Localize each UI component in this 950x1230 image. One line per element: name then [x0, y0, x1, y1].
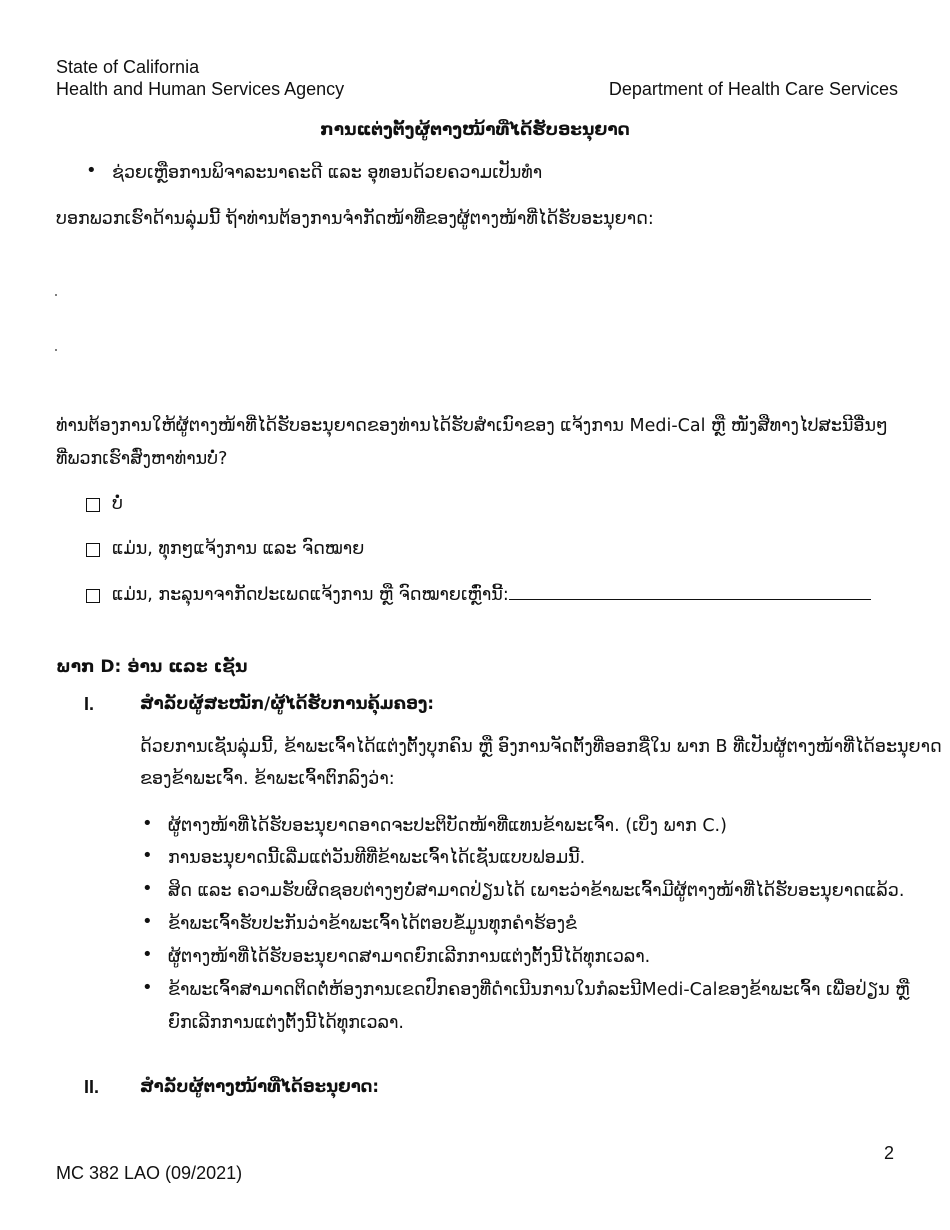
option-yes-all-label: ແມ່ນ, ທຸກໆແຈ້ງການ ແລະ ຈົດໝາຍ: [112, 539, 365, 559]
section1-numeral: I.: [84, 694, 95, 714]
header-state: State of California: [56, 57, 200, 77]
response-line-marker: [55, 294, 57, 296]
agreement-item-last-line2: ຍົກເລີກການແຕ່ງຕັ້ງນີ້ໄດ້ທຸກເວລາ.: [168, 1013, 404, 1033]
response-line-marker: [55, 349, 57, 351]
bullet-icon: •: [142, 813, 153, 834]
bullet-icon: •: [142, 878, 153, 899]
bullet-icon: •: [86, 160, 97, 181]
section2-title: ສໍາລັບຜູ້ຕາງໜ້າທີ່ໄດ້ອະນຸຍາດ:: [140, 1077, 380, 1096]
section1-para-line2: ຂອງຂ້າພະເຈົ້າ. ຂ້າພະເຈົ້າຕົກລົງວ່າ:: [140, 769, 395, 789]
bullet-icon: •: [142, 911, 153, 932]
option-no-label: ບໍ່: [112, 494, 123, 514]
page-number: 2: [883, 1143, 894, 1163]
part-d-heading: ພາກ D: ອ່ານ ແລະ ເຊັນ: [56, 657, 248, 677]
option-yes-limit: [112, 579, 871, 612]
copy-question-line1: ທ່ານຕ້ອງການໃຫ້ຜູ້ຕາງໜ້າທີ່ໄດ້ຮັບອະນຸຍາດຂອງທ່ານໄດ້ຮັບສໍາເນົາຂອງ ແຈ້ງການ Medi-Cal ຫຼື ໜັງສືທາງໄປສະນີອື່ນໆ: [56, 416, 888, 436]
intro-bullet-text: ຊ່ວຍເຫຼືອການພິຈາລະນາຄະດີ ແລະ ອຸທອນດ້ວຍຄວາມເປັນທໍາ: [112, 163, 543, 183]
limit-types-input-line[interactable]: [509, 583, 871, 600]
bullet-icon: •: [142, 845, 153, 866]
section2-numeral: II.: [84, 1077, 100, 1097]
section1-para-line1: ດ້ວຍການເຊັນລຸ່ມນີ້, ຂ້າພະເຈົ້າໄດ້ແຕ່ງຕັ້ງບຸກຄົນ ຫຼື ອົງການຈັດຕັ້ງທີ່ອອກຊື່ໃນ ພາກ B ທີ່ເປັນຜູ້ຕາງໜ້າທີ່ໄດ້ອະນຸຍາດ: [140, 737, 942, 757]
agreement-item-last-line1: ຂ້າພະເຈົ້າສາມາດຕິດຕໍ່ຫ້ອງການເຂດປົກຄອງທີ່ດໍາເນີນການໃນກໍລະນີMedi-Calຂອງຂ້າພະເຈົ້າ ເພື່ອປ່ຽນ ຫຼື: [168, 980, 910, 1000]
agreement-item: ຜູ້ຕາງໜ້າທີ່ໄດ້ຮັບອະນຸຍາດອາດຈະປະຕິບັດໜ້າທີ່ແທນຂ້າພະເຈົ້າ. (ເບິ່ງ ພາກ C.): [168, 816, 727, 836]
agreement-item: ສິດ ແລະ ຄວາມຮັບຜິດຊອບຕ່າງໆບໍ່ສາມາດປ່ຽນໄດ້ ເພາະວ່າຂ້າພະເຈົ້າມີຜູ້ຕາງໜ້າທີ່ໄດ້ຮັບອະນຸຍາດແລ້ວ.: [168, 881, 905, 901]
header-department: Department of Health Care Services: [608, 79, 898, 99]
checkbox-yes-all[interactable]: [86, 543, 100, 557]
bullet-icon: •: [142, 944, 153, 965]
checkbox-no[interactable]: [86, 498, 100, 512]
agreement-item: ຜູ້ຕາງໜ້າທີ່ໄດ້ຮັບອະນຸຍາດສາມາດຍົກເລີກການແຕ່ງຕັ້ງນີ້ໄດ້ທຸກເວລາ.: [168, 947, 651, 967]
agreement-item: ຂ້າພະເຈົ້າຮັບປະກັນວ່າຂ້າພະເຈົ້າໄດ້ຕອບຂໍ້ມູນທຸກຄໍາຮ້ອງຂໍ: [168, 914, 578, 934]
agreement-item: ການອະນຸຍາດນີ້ເລີ່ມແຕ່ວັນທີທີ່ຂ້າພະເຈົ້າໄດ້ເຊັນແບບຟອມນີ້.: [168, 848, 586, 868]
option-yes-limit-label: ແມ່ນ, ກະລຸນາຈາກັດປະເພດແຈ້ງການ ຫຼື ຈົດໝາຍເຫຼົ່ານີ້:: [112, 585, 509, 605]
limit-prompt: ບອກພວກເຮົາດ້ານລຸ່ມນີ້ ຖ້າທ່ານຕ້ອງການຈຳກັດໜ້າທີ່ຂອງຜູ້ຕາງໜ້າທີ່ໄດ້ຮັບອະນຸຍາດ:: [56, 209, 654, 229]
section1-title: ສໍາລັບຜູ້ສະໝັກ/ຜູ້ໄດ້ຮັບການຄຸ້ມຄອງ:: [140, 694, 434, 713]
form-id: MC 382 LAO (09/2021): [56, 1163, 243, 1183]
bullet-icon: •: [142, 977, 153, 998]
checkbox-yes-limit[interactable]: [86, 589, 100, 603]
copy-question-line2: ທີ່ພວກເຮົາສົ່ງຫາທ່ານບໍ່?: [56, 449, 228, 469]
page-title: ການແຕ່ງຕັ້ງຜູ້ຕາງໜ້າທີ່ໄດ້ຮັບອະນຸຍາດ: [320, 120, 630, 140]
header-agency: Health and Human Services Agency: [56, 79, 345, 99]
